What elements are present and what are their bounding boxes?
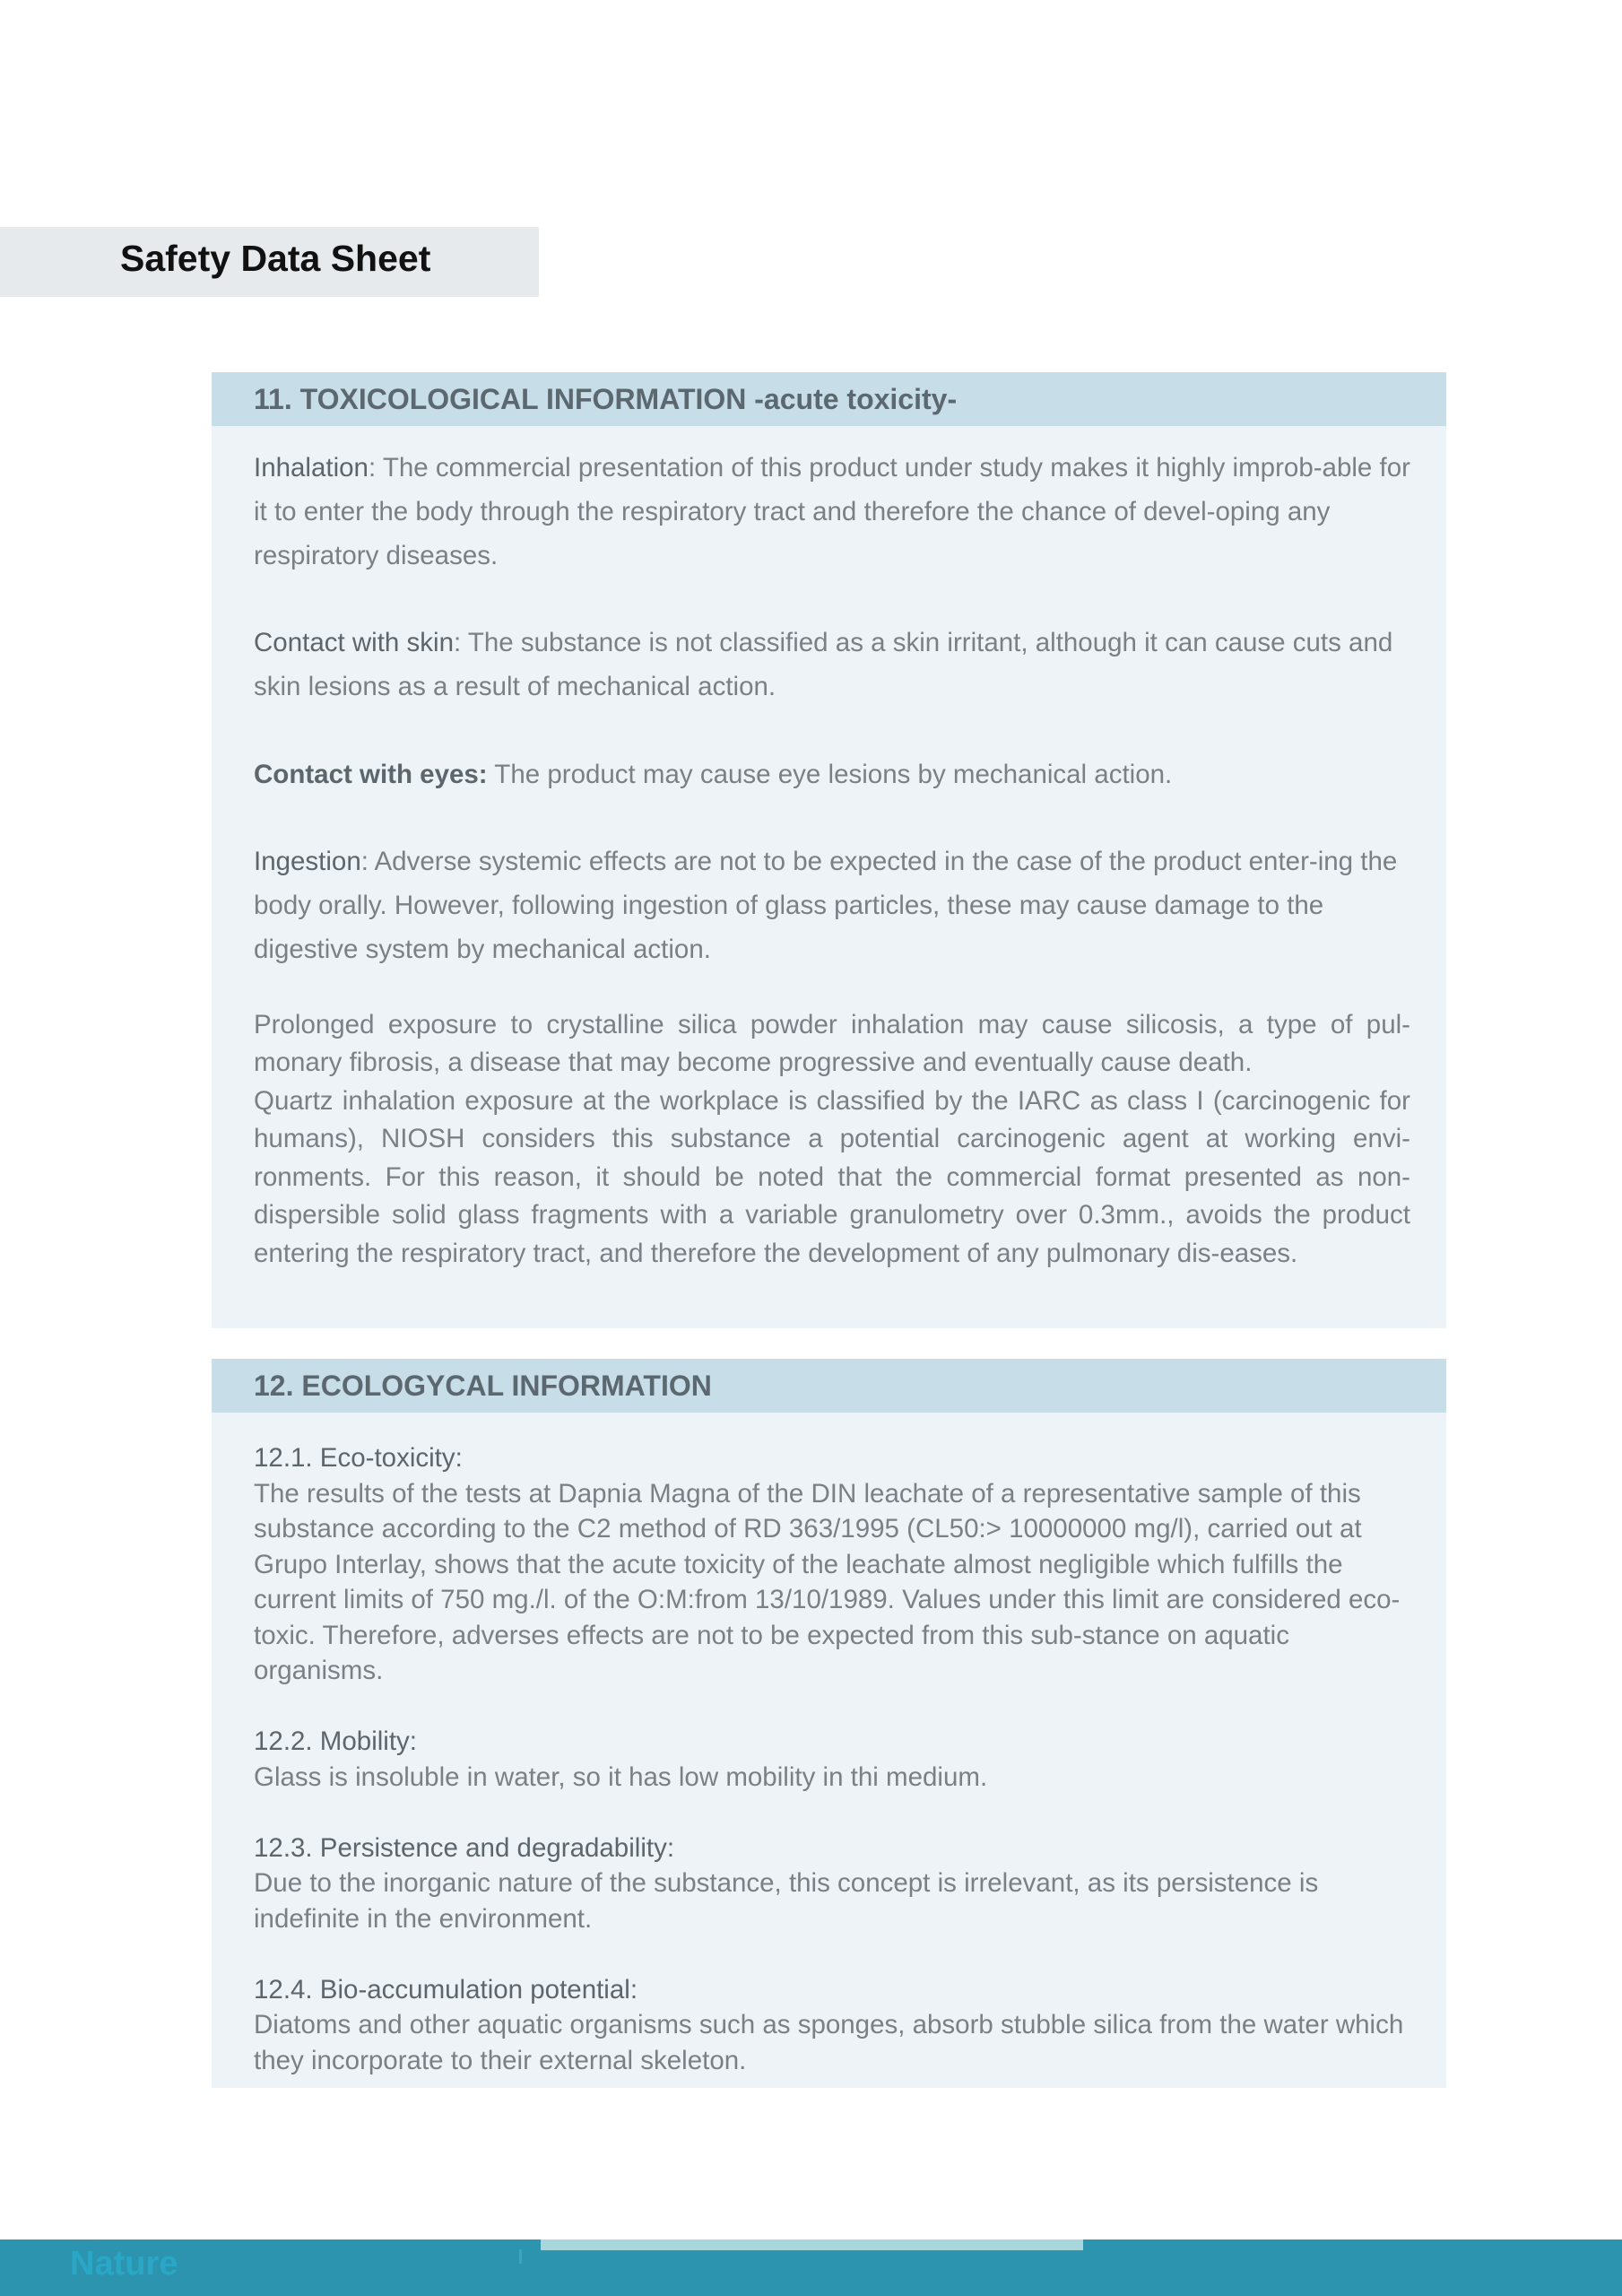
subsection-text-bioaccumulation: Diatoms and other aquatic organisms such as sponges, absorb stubble silica from the water which they incorporate to their external skeleton.: [254, 2010, 1404, 2075]
page-title: Safety Data Sheet: [120, 238, 431, 279]
section-toxicological: [212, 372, 1446, 1328]
subsection-title-bioaccumulation: 12.4. Bio-accumulation potential:: [254, 1974, 638, 2005]
footer-tab: [541, 2239, 1083, 2250]
subsection-text-eco-toxicity: The results of the tests at Dapnia Magna of the DIN leachate of a representative sample of this substance according to the C2 method of RD 363/1995 (CL50:> 10000000 mg/l), carried out at Grupo Interlay, shows that the acute toxicity of the leachate almost negligible which fulfills the current limits of 750 mg./l. of the O:M:from 13/10/1989. Values under this limit are considered eco-toxic. Therefore, adverses effects are not to be expected from this sub-stance on aquatic organisms.: [254, 1478, 1401, 1685]
text-contact-skin: The substance is not classified as a skin irritant, although it can cause cuts and skin lesions as a result of mechanical action.: [254, 628, 1393, 701]
text-contact-eyes: The product may cause eye lesions by mechanical action.: [487, 759, 1173, 789]
subsection-title-mobility: 12.2. Mobility:: [254, 1726, 417, 1756]
subsection-text-persistence: Due to the inorganic nature of the substance, this concept is irrelevant, as its persistence is indefinite in the environment.: [254, 1868, 1319, 1934]
paragraph-prolonged-exposure: [254, 1006, 1410, 1274]
sep-ingestion: :: [360, 847, 369, 877]
subsection-text-mobility: Glass is insoluble in water, so it has low mobility in thi medium.: [254, 1761, 988, 1792]
section-12-heading: 12. ECOLOGYCAL INFORMATION: [212, 1359, 1446, 1413]
text-prolonged: Prolonged exposure to crystalline silica powder inhalation may cause silicosis, a type of pul-monary fibrosis, a disease that may become progressive and eventually cause death.: [254, 1009, 1410, 1078]
paragraph-inhalation: [254, 447, 1410, 578]
section-11-heading: 11. TOXICOLOGICAL INFORMATION -acute toxicity-: [212, 372, 1446, 426]
sep-inhalation: :: [368, 453, 377, 483]
subsection-title-persistence: 12.3. Persistence and degradability:: [254, 1832, 675, 1863]
section-ecological: [212, 1359, 1446, 2088]
footer-brand: Nature: [70, 2245, 178, 2283]
text-ingestion: Adverse systemic effects are not to be expected in the case of the product enter-ing the body orally. However, following ingestion of glass particles, these may cause damage to the digestive system by mechanical action.: [254, 847, 1398, 964]
sep-contact-skin: :: [453, 628, 462, 658]
section-12-body: [212, 1413, 1446, 2078]
paragraph-ingestion: [254, 840, 1410, 971]
text-inhalation: The commercial presentation of this product under study makes it highly improb-able for it to enter the body through the respiratory tract and therefore the chance of devel-oping any respiratory diseases.: [254, 453, 1410, 570]
label-contact-skin: Contact with skin: [254, 628, 454, 658]
label-inhalation: Inhalation: [254, 453, 369, 483]
label-ingestion: Ingestion: [254, 847, 361, 877]
footer-mark: [519, 2249, 522, 2264]
label-contact-eyes: Contact with eyes:: [254, 759, 488, 789]
text-quartz: Quartz inhalation exposure at the workplace is classified by the IARC as class I (carcinogenic for humans), NIOSH considers this substance a potential carcinogenic agent at working envi-ronments. For this reason, it should be noted that the commercial format presented as non-dispersible solid glass fragments with a variable granulometry over 0.3mm., avoids the product entering the respiratory tract, and therefore the development of any pulmonary dis-eases.: [254, 1085, 1410, 1268]
paragraph-contact-eyes: [254, 753, 1410, 797]
section-11-body: [212, 426, 1446, 1273]
paragraph-contact-skin: [254, 622, 1410, 709]
subsection-title-eco-toxicity: 12.1. Eco-toxicity:: [254, 1443, 463, 1473]
